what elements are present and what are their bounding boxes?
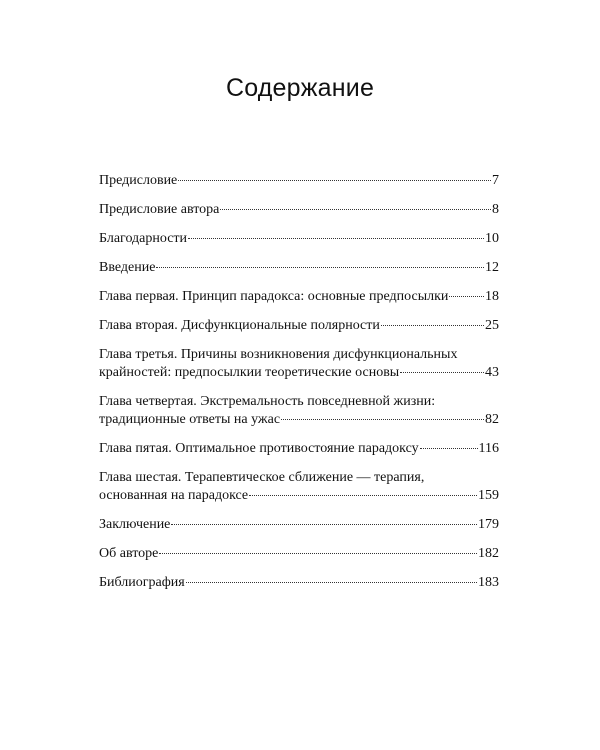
toc-entry-introduction[interactable]: [99, 259, 499, 277]
toc-entry-chapter-5[interactable]: [99, 440, 499, 458]
dot-leader: [220, 208, 491, 210]
dot-leader: [449, 295, 484, 297]
toc-entry-about-author[interactable]: [99, 545, 499, 563]
toc-entry-title-line2: крайностей: предпосылкии теоретические основы: [99, 365, 400, 380]
toc-page-number: 183: [478, 575, 499, 590]
toc-entry-chapter-2[interactable]: [99, 317, 499, 335]
toc-entry-author-preface[interactable]: [99, 201, 499, 219]
toc-entry-title-line1: Глава шестая. Терапевтическое сближение — терапия,: [99, 470, 425, 485]
dot-leader: [186, 581, 477, 583]
toc-page-number: 12: [485, 260, 499, 275]
toc-entry-chapter-4[interactable]: [99, 393, 499, 429]
table-of-contents: [99, 172, 499, 603]
toc-page-number: 179: [478, 517, 499, 532]
toc-page-number: 82: [485, 412, 499, 427]
toc-entry-chapter-1[interactable]: [99, 288, 499, 306]
dot-leader: [400, 371, 484, 373]
toc-page-number: 10: [485, 231, 499, 246]
toc-entry-title-line1: Глава четвертая. Экстремальность повседневной жизни:: [99, 394, 436, 409]
dot-leader: [159, 552, 477, 554]
toc-entry-title: Благодарности: [99, 231, 188, 246]
dot-leader: [171, 523, 477, 525]
dot-leader: [420, 447, 478, 449]
toc-entry-title: Глава первая. Принцип парадокса: основные предпосылки: [99, 289, 449, 304]
dot-leader: [249, 494, 477, 496]
toc-entry-title-line2: традиционные ответы на ужас: [99, 412, 281, 427]
toc-entry-chapter-3[interactable]: [99, 346, 499, 382]
toc-page-number: 8: [492, 202, 499, 217]
dot-leader: [178, 179, 491, 181]
toc-entry-conclusion[interactable]: [99, 516, 499, 534]
toc-entry-title: Заключение: [99, 517, 171, 532]
toc-entry-chapter-6[interactable]: [99, 469, 499, 505]
toc-entry-title-line2: основанная на парадоксе: [99, 488, 249, 503]
toc-entry-title: Предисловие: [99, 173, 178, 188]
toc-page-number: 182: [478, 546, 499, 561]
toc-page-number: 7: [492, 173, 499, 188]
dot-leader: [281, 418, 484, 420]
toc-entry-preface[interactable]: [99, 172, 499, 190]
dot-leader: [156, 266, 484, 268]
toc-entry-title: Введение: [99, 260, 156, 275]
toc-entry-bibliography[interactable]: [99, 574, 499, 592]
page-title: Содержание: [225, 74, 375, 102]
toc-page-number: 25: [485, 318, 499, 333]
toc-entry-title: Глава пятая. Оптимальное противостояние парадоксу: [99, 441, 419, 456]
toc-entry-title-line1: Глава третья. Причины возникновения дисфункциональных: [99, 347, 458, 362]
toc-entry-title: Предисловие автора: [99, 202, 220, 217]
toc-entry-title: Об авторе: [99, 546, 159, 561]
dot-leader: [381, 324, 484, 326]
toc-page-number: 43: [485, 365, 499, 380]
toc-entry-acknowledgements[interactable]: [99, 230, 499, 248]
dot-leader: [188, 237, 484, 239]
toc-page-number: 159: [478, 488, 499, 503]
toc-page-number: 18: [485, 289, 499, 304]
toc-entry-title: Библиография: [99, 575, 185, 590]
toc-entry-title: Глава вторая. Дисфункциональные полярности: [99, 318, 380, 333]
toc-page-number: 116: [478, 441, 499, 456]
